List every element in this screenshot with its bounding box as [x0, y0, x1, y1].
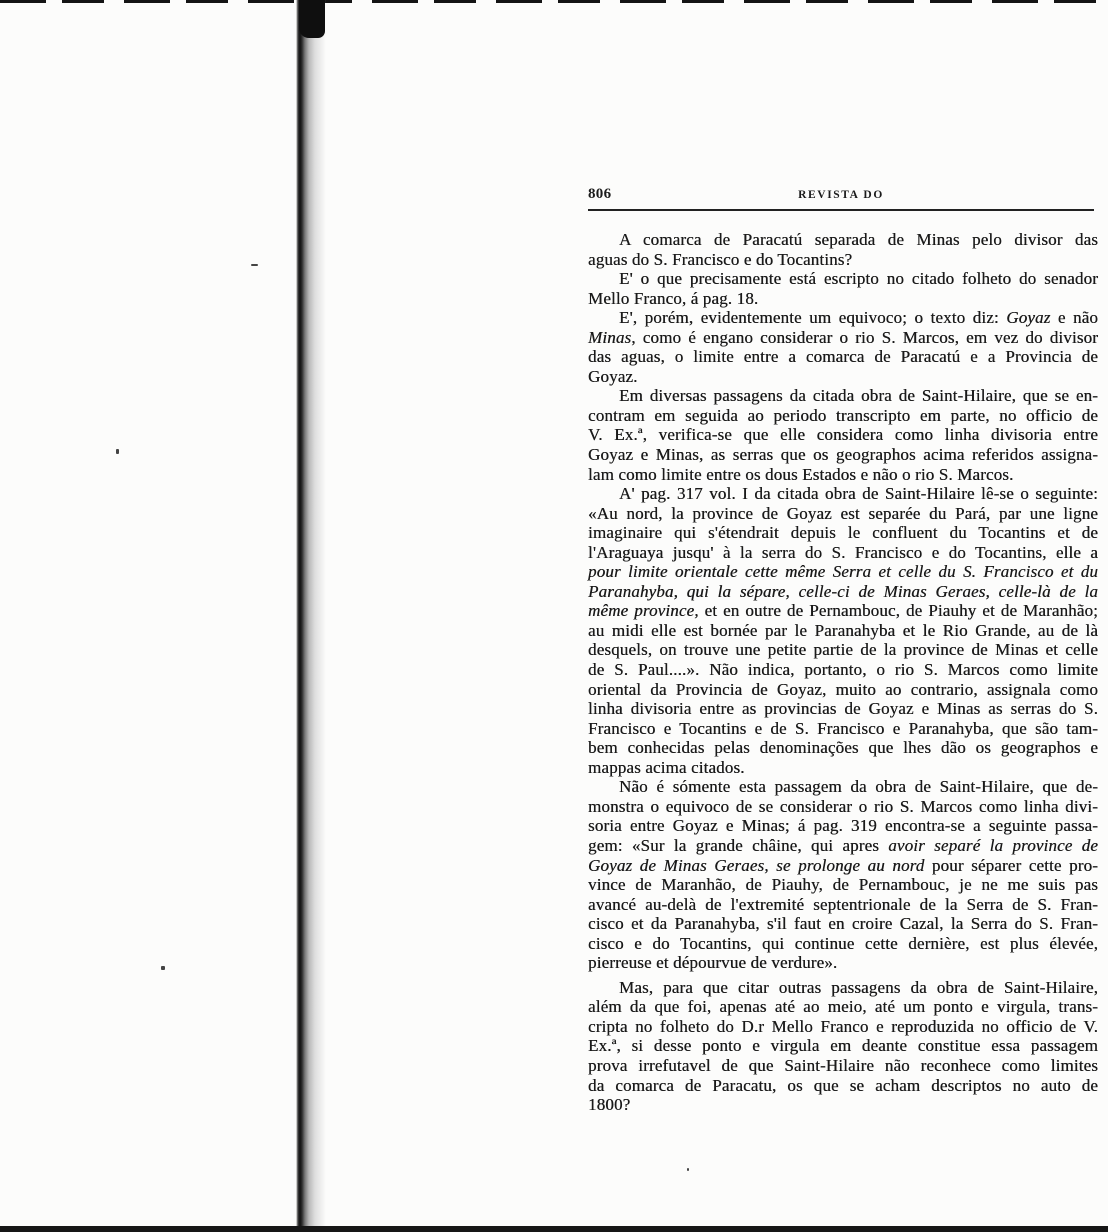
emphasis-run: avoir separé la province de [888, 835, 1099, 855]
text-line: l'Araguaya jusqu' à la serra do S. Francisco e do Tocantins, elle a [588, 542, 1098, 562]
text-line: da comarca de Paracatu, os que se acham descriptos no auto de [588, 1075, 1098, 1095]
text-line: desquels, on trouve une petite partie de la province de Minas et celle [588, 640, 1098, 660]
text-run: , como é engano considerar o rio S. Marcos, em vez do divisor [631, 327, 1098, 347]
paragraph [588, 308, 1098, 386]
emphasis-run: Goyaz [1006, 308, 1051, 328]
text-line: mappas acima citados. [588, 757, 745, 777]
text-line: E' o que precisamente está escripto no citado folheto do senador [619, 269, 1098, 289]
text-line: contram em seguida ao periodo transcripto em parte, no officio de [588, 405, 1098, 425]
scan-speck [251, 264, 258, 266]
text-line: 1800? [588, 1095, 631, 1115]
text-line: além da que foi, apenas até ao meio, até um ponto e virgula, trans- [588, 997, 1098, 1017]
text-line: cripta no folheto do D.r Mello Franco e reproduzida no officio de V. [588, 1016, 1098, 1036]
paragraph [588, 386, 1098, 484]
text-line: de S. Paul....». Não indica, portanto, o rio S. Marcos como limite [588, 660, 1098, 680]
text-line: linha divisoria entre as provincias de Goyaz e Minas as serras do S. [588, 699, 1098, 719]
text-line: A' pag. 317 vol. I da citada obra de Saint-Hilaire lê-se o seguinte: [619, 484, 1098, 504]
gutter-ink-blot [299, 0, 325, 38]
paragraph [588, 484, 1098, 777]
text-line: Goyaz. [588, 366, 638, 386]
text-line [588, 308, 1098, 328]
text-run: gem: «Sur la grande châine, qui apres [588, 835, 889, 855]
scan-speck [116, 449, 119, 454]
text-line: aguas do S. Francisco e do Tocantins? [588, 249, 853, 269]
text-line: imaginaire qui s'étendrait depuis le confluent du Tocantins et de [588, 523, 1098, 543]
text-line: V. Ex.ª, verifica-se que elle considera como linha divisoria entre [588, 425, 1098, 445]
scan-speck [687, 1168, 689, 1171]
text-line: das aguas, o limite entre a comarca de Paracatú e a Provincia de [588, 347, 1098, 367]
page-gutter-shadow [296, 0, 326, 1232]
scan-speck [161, 966, 165, 970]
text-line: A comarca de Paracatú separada de Minas pelo divisor das [619, 230, 1098, 249]
emphasis-run: Goyaz de Minas Geraes, se prolonge au nord [588, 855, 925, 875]
text-line [588, 836, 1098, 856]
text-run: e não [1050, 308, 1098, 328]
text-line: bem conhecidas pelas denominações que lhes dão os geographos e [588, 738, 1098, 758]
text-run: pour séparer cette pro- [924, 855, 1098, 875]
text-line: cisco et da Paranahyba, s'il faut en croire Cazal, la Serra do S. Fran- [588, 914, 1098, 934]
text-line: Goyaz e Minas, as serras que os geographos acima referidos assigna- [588, 445, 1098, 465]
scan-edge-bottom [0, 1226, 1108, 1232]
text-run: et en outre de Pernambouc, de Piauhy et de Maranhão; [698, 601, 1098, 621]
paragraph [588, 230, 1098, 269]
text-line: prova irrefutavel de que Saint-Hilaire não reconhece como limites [588, 1055, 1098, 1075]
page-number: 806 [588, 186, 612, 202]
text-line: soria entre Goyaz e Minas; á pag. 319 encontra-se a seguinte passa- [588, 816, 1098, 836]
text-line [588, 562, 1098, 582]
text-line [588, 328, 1098, 348]
header-rule [588, 209, 1094, 211]
scan-edge-top [0, 0, 1108, 3]
text-line: vince de Maranhão, de Piauhy, de Pernambouc, je ne me suis pas [588, 875, 1098, 895]
text-line: Mas, para que citar outras passagens da obra de Saint-Hilaire, [619, 977, 1098, 997]
text-line: Francisco e Tocantins e de S. Francisco e Paranahyba, que são tam- [588, 718, 1098, 738]
paragraph [588, 777, 1098, 972]
text-run: E', porém, evidentemente um equivoco; o texto diz: [619, 308, 1007, 328]
text-line: pierreuse et dépourvue de verdure». [588, 953, 838, 973]
text-line: monstra o equivoco de se considerar o rio S. Marcos como linha divi- [588, 796, 1098, 816]
text-line: cisco e do Tocantins, qui continue cette dernière, est plus élevée, [588, 933, 1098, 953]
running-head: REVISTA DO [798, 189, 884, 201]
text-line: oriental da Provincia de Goyaz, muito ao contrario, assignala como [588, 679, 1098, 699]
text-line: Não é sómente esta passagem da obra de Saint-Hilaire, que de- [619, 777, 1098, 797]
text-line: «Au nord, la province de Goyaz est separée du Pará, par une ligne [588, 503, 1098, 523]
text-line [588, 856, 1098, 876]
text-line [588, 582, 1098, 602]
text-line: Em diversas passagens da citada obra de Saint-Hilaire, que se en- [619, 386, 1098, 406]
emphasis-run: pour limite orientale cette même Serra et celle du S. Francisco et du [588, 562, 1098, 582]
text-line: au midi elle est bornée par le Paranahyba et le Rio Grande, au de là [588, 620, 1098, 640]
text-column [588, 230, 1098, 1115]
emphasis-run: même province, [588, 601, 699, 621]
emphasis-run: Paranahyba, qui la sépare, celle-ci de Minas Geraes, celle-là de la [588, 581, 1098, 601]
text-line: Mello Franco, á pag. 18. [588, 288, 759, 308]
text-line [588, 601, 1098, 621]
emphasis-run: Minas [588, 327, 632, 347]
text-line: lam como limite entre os dous Estados e não o rio S. Marcos. [588, 464, 1014, 484]
paragraph [588, 269, 1098, 308]
text-line: Ex.ª, si desse ponto e virgula em deante constitue essa passagem [588, 1036, 1098, 1056]
paragraph [588, 978, 1098, 1115]
text-line: avancé au-delà de l'extremité septentrionale de la Serra de S. Fran- [588, 894, 1098, 914]
